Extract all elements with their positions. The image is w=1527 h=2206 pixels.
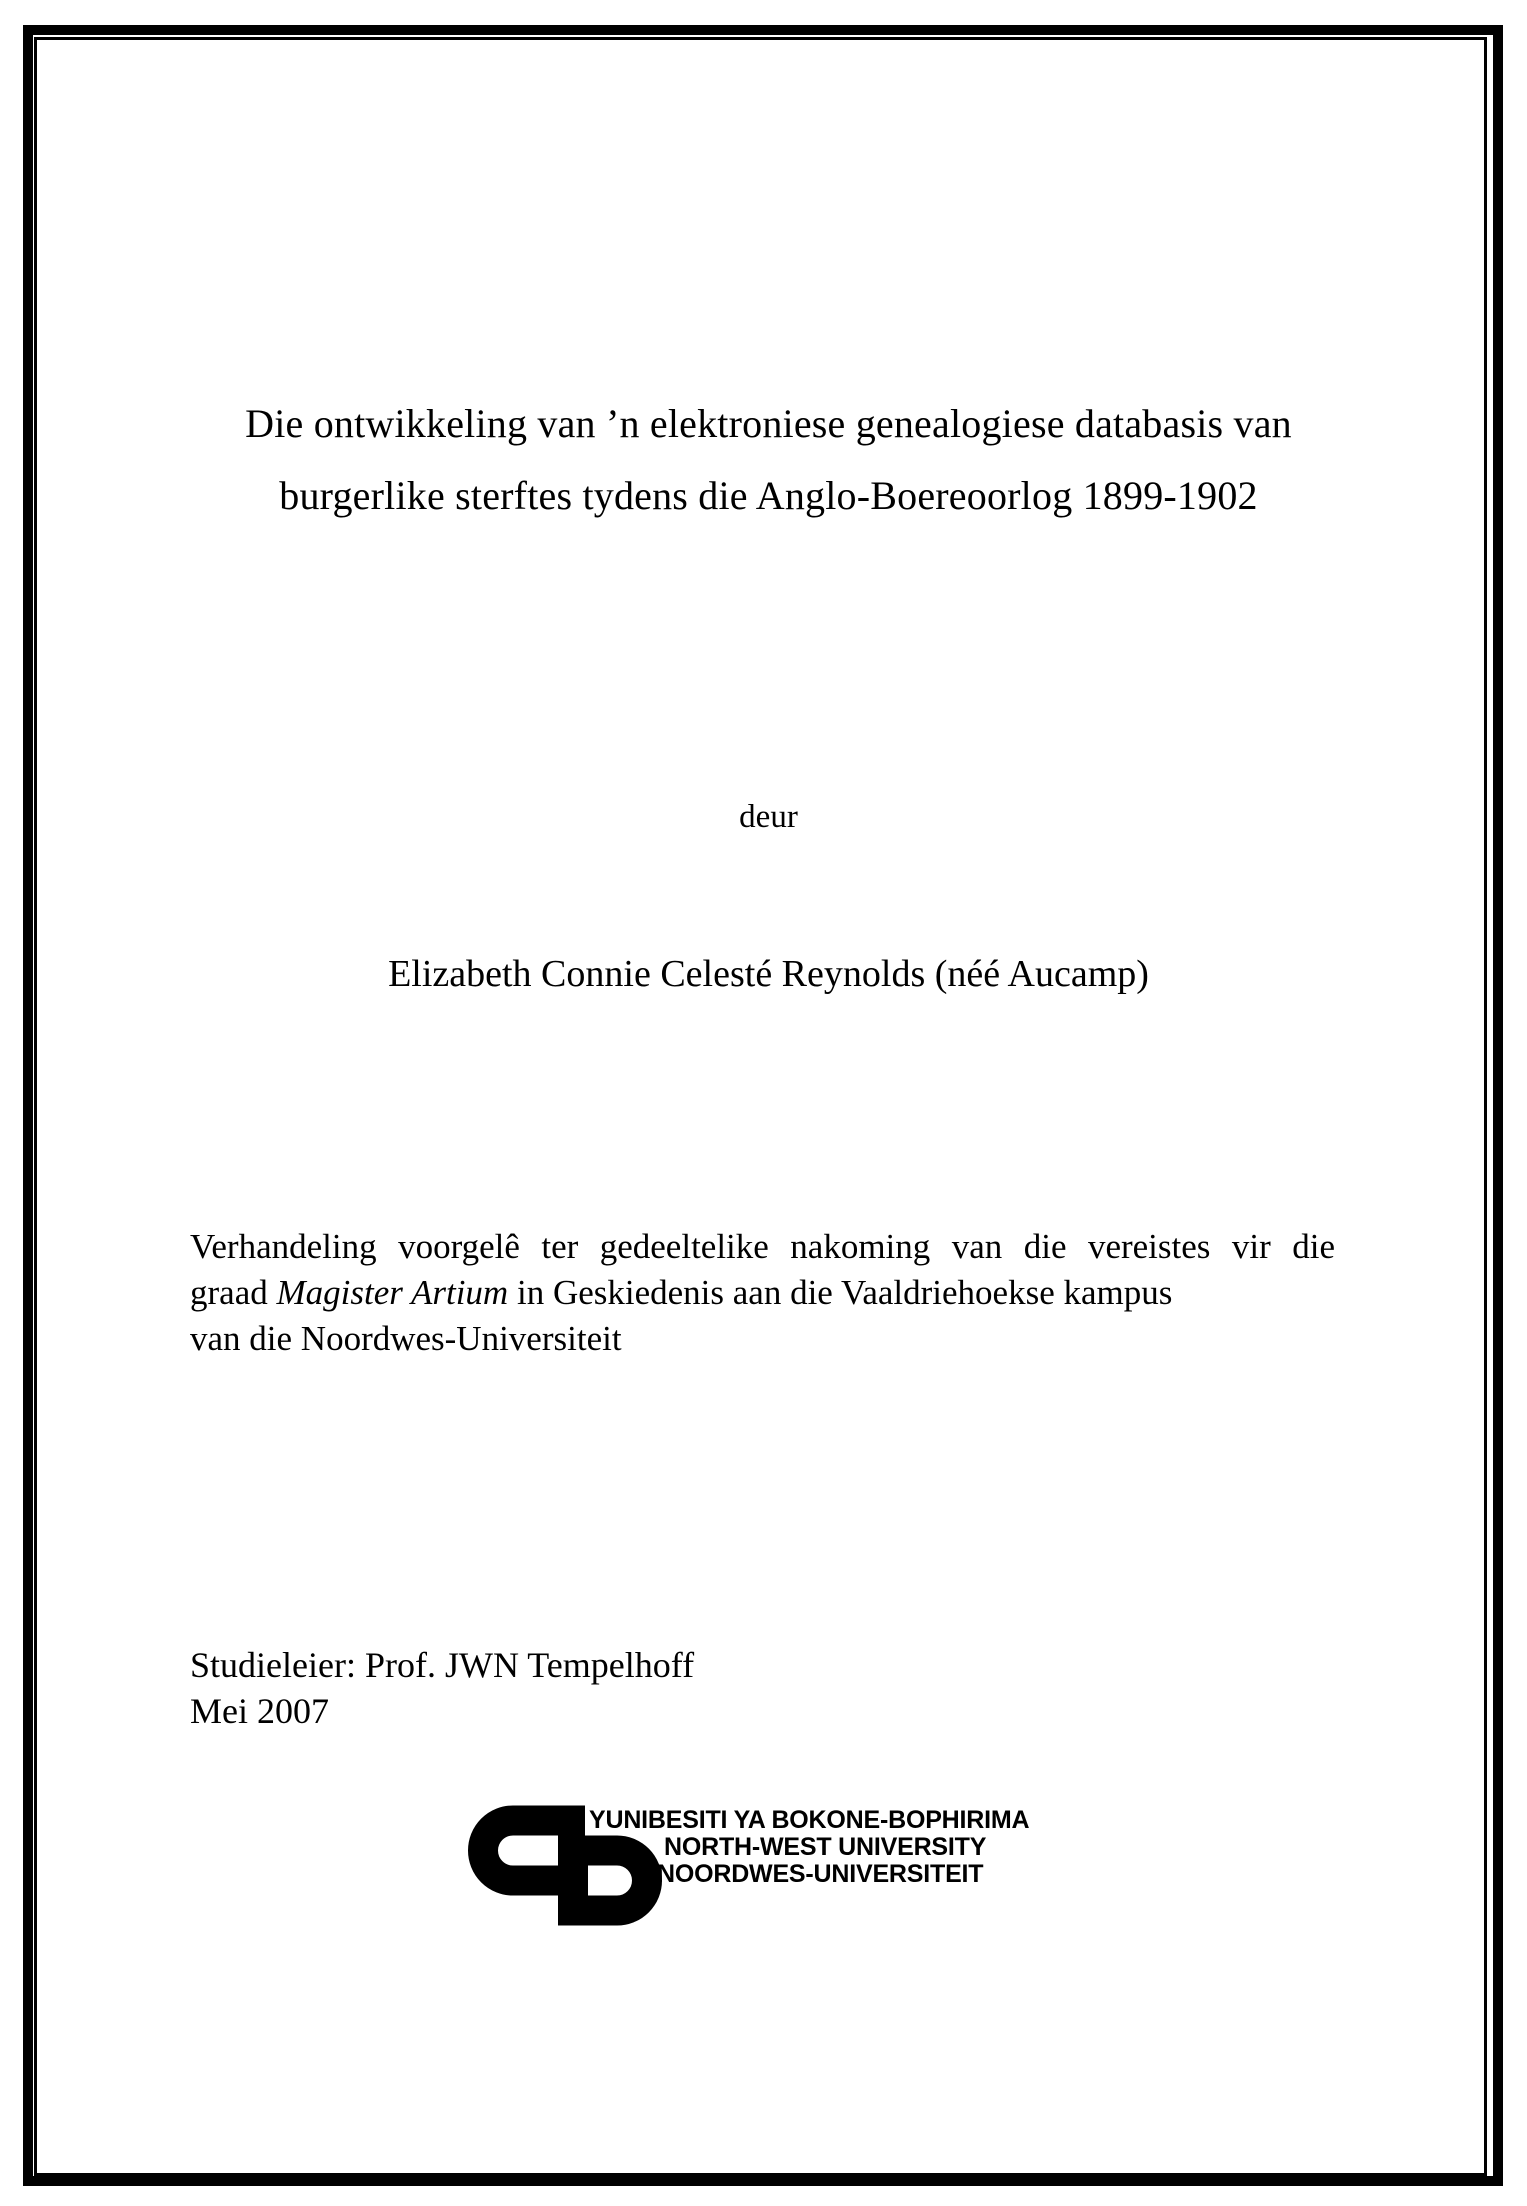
supervisor-line: Studieleier: Prof. JWN Tempelhoff bbox=[190, 1645, 695, 1685]
thesis-title-line-1: Die ontwikkeling van ’n elektroniese genealogiese databasis van bbox=[245, 401, 1292, 446]
logo-text-english: NORTH-WEST UNIVERSITY bbox=[664, 1833, 987, 1861]
logo-text-setswana: YUNIBESITI YA BOKONE-BOPHIRIMA bbox=[589, 1806, 1030, 1834]
author-name: Elizabeth Connie Celesté Reynolds (néé Aucamp) bbox=[388, 953, 1149, 995]
supervisor-block bbox=[190, 1642, 694, 1734]
thesis-statement-line: Verhandeling voorgelê ter gedeeltelike nakoming van die vereistes vir die bbox=[190, 1227, 1335, 1266]
byline-label: deur bbox=[739, 799, 798, 835]
thesis-statement-line: van die Noordwes-Universiteit bbox=[190, 1319, 622, 1358]
date-line: Mei 2007 bbox=[190, 1691, 329, 1731]
university-logo bbox=[468, 1803, 1108, 1968]
thesis-statement-line: graad Magister Artium in Geskiedenis aan die Vaaldriehoekse kampus bbox=[190, 1273, 1173, 1312]
thesis-statement bbox=[190, 1224, 1335, 1362]
thesis-title-line-2: burgerlike sterftes tydens die Anglo-Boereoorlog 1899-1902 bbox=[279, 473, 1258, 518]
university-logo-wordmark bbox=[589, 1807, 1029, 1888]
logo-text-afrikaans: NOORDWES-UNIVERSITEIT bbox=[657, 1860, 984, 1888]
thesis-title bbox=[90, 388, 1447, 532]
